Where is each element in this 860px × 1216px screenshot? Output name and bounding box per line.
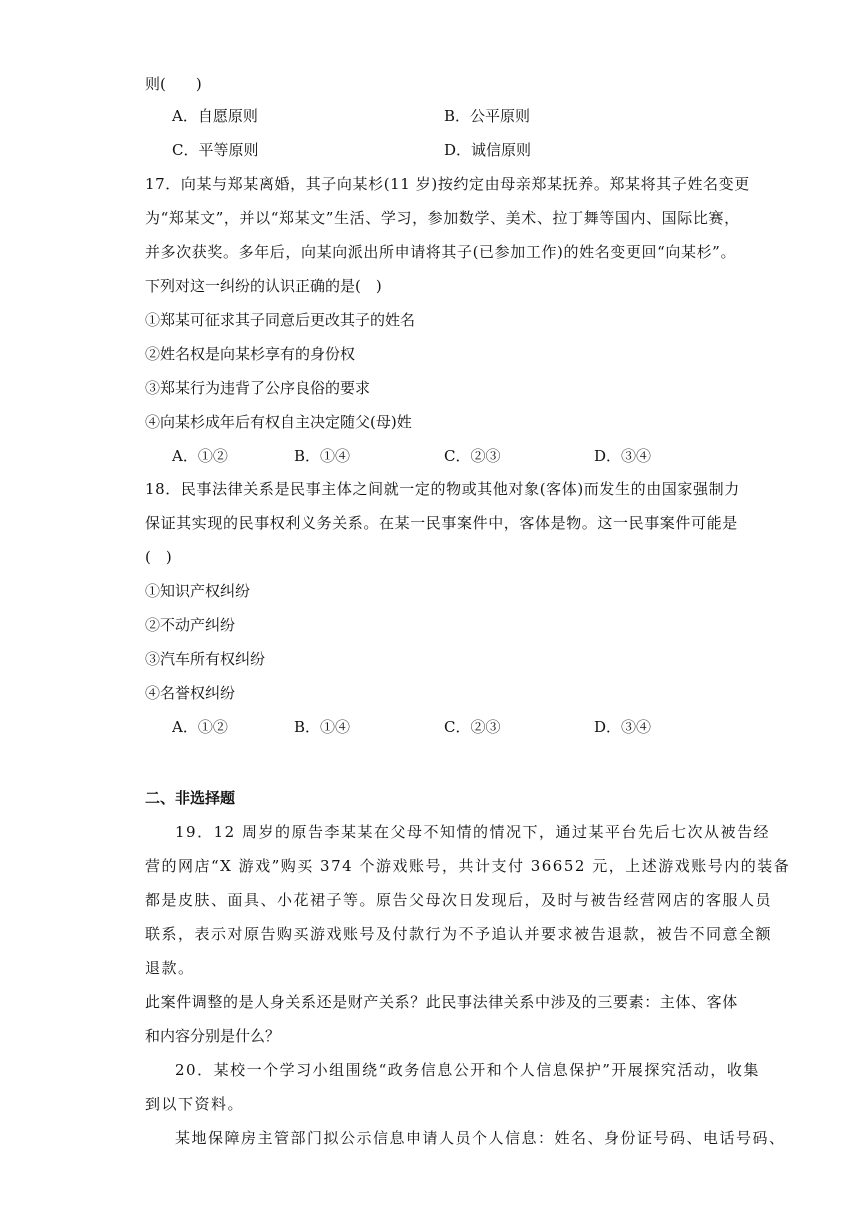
q17-option-c: C．②③ bbox=[444, 447, 501, 465]
q18-statement: ②不动产纠纷 bbox=[145, 616, 236, 634]
q17-stem-line: 并多次获奖。多年后，向某向派出所申请将其子(已参加工作)的姓名变更回“向某杉”。 bbox=[145, 243, 737, 261]
q16-option-b: B．公平原则 bbox=[444, 107, 531, 125]
q17-statement: ③郑某行为违背了公序良俗的要求 bbox=[145, 379, 371, 397]
q18-statement: ③汽车所有权纠纷 bbox=[145, 650, 266, 668]
q17-option-b: B．①④ bbox=[294, 447, 351, 465]
q19-question-line: 和内容分别是什么？ bbox=[145, 1027, 281, 1045]
q16-option-d: D．诚信原则 bbox=[444, 141, 532, 159]
q19-material-line: 营的网店“X 游戏”购买 374 个游戏账号，共计支付 36652 元，上述游戏账号内的装备 bbox=[145, 857, 791, 875]
q18-statement: ①知识产权纠纷 bbox=[145, 582, 251, 600]
q18-option-c: C．②③ bbox=[444, 718, 501, 736]
q18-option-a: A．①② bbox=[172, 718, 228, 736]
q17-stem-line: 下列对这一纠纷的认识正确的是( ) bbox=[145, 277, 382, 295]
section-heading: 二、非选择题 bbox=[145, 789, 236, 807]
q19-material-line: 退款。 bbox=[145, 959, 195, 977]
q17-stem-line: 17．向某与郑某离婚，其子向某杉(11 岁)按约定由母亲郑某抚养。郑某将其子姓名变更 bbox=[145, 175, 750, 193]
q17-statement: ②姓名权是向某杉享有的身份权 bbox=[145, 345, 356, 363]
q17-option-d: D．③④ bbox=[594, 447, 652, 465]
q18-statement: ④名誉权纠纷 bbox=[145, 684, 236, 702]
q17-stem-line: 为“郑某文”，并以“郑某文”生活、学习，参加数学、美术、拉丁舞等国内、国际比赛， bbox=[145, 209, 740, 227]
q16-option-a: A．自愿原则 bbox=[172, 107, 258, 125]
q18-option-b: B．①④ bbox=[294, 718, 351, 736]
q20-material-line: 某地保障房主管部门拟公示信息申请人员个人信息：姓名、身份证号码、电话号码、 bbox=[175, 1129, 786, 1147]
q16-option-c: C．平等原则 bbox=[172, 141, 259, 159]
q19-material-line: 都是皮肤、面具、小花裙子等。原告父母次日发现后，及时与被告经营网店的客服人员 bbox=[145, 891, 773, 909]
q18-stem-line: 保证其实现的民事权利义务关系。在某一民事案件中，客体是物。这一民事案件可能是 bbox=[145, 514, 738, 532]
q19-material-line: 联系，表示对原告购买游戏账号及付款行为不予追认并要求被告退款，被告不同意全额 bbox=[145, 925, 773, 943]
q16-tail: 则( ) bbox=[145, 75, 202, 93]
q20-stem-line: 20．某校一个学习小组围绕“政务信息公开和个人信息保护”开展探究活动，收集 bbox=[175, 1061, 760, 1079]
q18-option-d: D．③④ bbox=[594, 718, 652, 736]
q20-stem-line: 到以下资料。 bbox=[145, 1095, 245, 1113]
q17-option-a: A．①② bbox=[172, 447, 228, 465]
q17-statement: ①郑某可征求其子同意后更改其子的姓名 bbox=[145, 311, 416, 329]
q18-stem-line: 18．民事法律关系是民事主体之间就一定的物或其他对象(客体)而发生的由国家强制力 bbox=[145, 480, 740, 498]
q18-stem-line: ( ) bbox=[145, 548, 172, 566]
q19-question-line: 此案件调整的是人身关系还是财产关系？此民事法律关系中涉及的三要素：主体、客体 bbox=[145, 993, 738, 1011]
q19-material-line: 19．12 周岁的原告李某某在父母不知情的情况下，通过某平台先后七次从被告经 bbox=[175, 823, 770, 841]
q17-statement: ④向某杉成年后有权自主决定随父(母)姓 bbox=[145, 413, 412, 431]
